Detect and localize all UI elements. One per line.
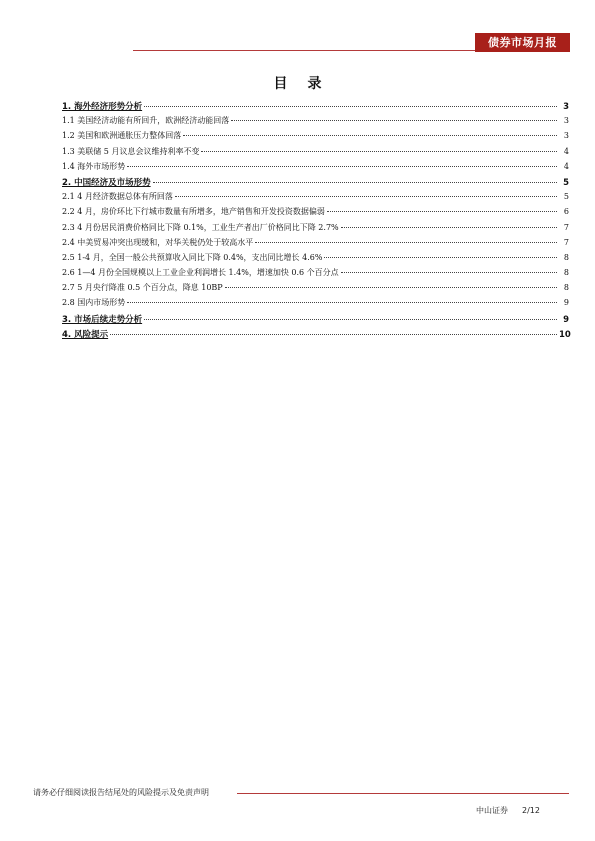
toc-leader <box>225 287 557 288</box>
toc-entry-page: 9 <box>563 314 569 325</box>
toc-entry-page: 3 <box>563 116 569 126</box>
toc-entry[interactable] <box>62 191 569 206</box>
toc-entry[interactable] <box>62 176 569 191</box>
report-type-badge: 债券市场月报 <box>475 33 570 52</box>
toc-leader <box>201 151 557 152</box>
toc-entry-page: 3 <box>563 102 569 112</box>
footer-rule <box>237 793 569 794</box>
toc-entry-text: 2.5 1-4 月，全国一般公共预算收入同比下降 0.4%，支出同比增长 4.6% <box>62 252 323 262</box>
toc-leader <box>175 196 557 197</box>
toc-leader <box>153 182 557 183</box>
toc-entry[interactable] <box>62 161 569 176</box>
toc-entry-page: 9 <box>563 298 569 308</box>
toc-entry[interactable] <box>62 206 569 221</box>
toc-leader <box>127 166 557 167</box>
toc-entry-text: 2.6 1—4 月份全国规模以上工业企业利润增长 1.4%，增速加快 0.6 个百分点 <box>62 268 339 278</box>
footer-info <box>476 805 554 816</box>
toc-entry[interactable] <box>62 252 569 267</box>
toc-leader <box>231 120 557 121</box>
toc-entry-page: 7 <box>563 222 569 232</box>
header-rule <box>133 50 475 51</box>
toc-entry-page: 3 <box>563 131 569 141</box>
toc-entry[interactable] <box>62 282 569 297</box>
toc-entry[interactable] <box>62 130 569 145</box>
toc-entry[interactable] <box>62 115 569 130</box>
toc-entry-text: 2.3 4 月份居民消费价格同比下降 0.1%，工业生产者出厂价格同比下降 2.7% <box>62 222 339 232</box>
toc-entry-page: 6 <box>563 207 569 217</box>
footer-disclaimer: 请务必仔细阅读报告结尾处的风险提示及免责声明 <box>33 788 209 797</box>
toc-entry-page: 7 <box>563 237 569 247</box>
page-number: 2/12 <box>522 806 540 815</box>
table-of-contents <box>62 100 569 343</box>
toc-leader <box>110 334 557 335</box>
toc-entry-page: 8 <box>563 268 569 278</box>
toc-entry-page: 4 <box>563 146 569 156</box>
company-name: 中山证券 <box>476 806 508 815</box>
toc-entry[interactable] <box>62 146 569 161</box>
toc-leader <box>255 242 557 243</box>
toc-entry-text: 1.1 美国经济动能有所回升，欧洲经济动能回落 <box>62 116 230 126</box>
toc-leader <box>144 106 557 107</box>
toc-leader <box>341 227 557 228</box>
toc-entry-text: 2.4 中美贸易冲突出现缓和，对华关税仍处于较高水平 <box>62 237 254 247</box>
toc-entry-text: 1.3 美联储 5 月议息会议维持利率不变 <box>62 146 200 156</box>
toc-entry[interactable] <box>62 100 569 115</box>
toc-entry-page: 8 <box>563 283 569 293</box>
toc-entry-text: 1.2 美国和欧洲通胀压力整体回落 <box>62 131 182 141</box>
toc-leader <box>327 211 557 212</box>
toc-entry-text: 4. 风险提示 <box>62 329 109 340</box>
toc-title-char-2: 录 <box>307 76 322 92</box>
toc-entry[interactable] <box>62 237 569 252</box>
toc-leader <box>144 319 557 320</box>
toc-entry-text: 3. 市场后续走势分析 <box>62 314 143 325</box>
toc-entry-page: 8 <box>563 252 569 262</box>
toc-leader <box>183 135 557 136</box>
toc-entry-text: 2.1 4 月经济数据总体有所回落 <box>62 192 173 202</box>
toc-entry-page: 4 <box>563 161 569 171</box>
toc-title-char-1: 目 <box>273 76 288 92</box>
toc-entry-page: 10 <box>559 329 571 340</box>
toc-entry-text: 2.7 5 月央行降准 0.5 个百分点，降息 10BP <box>62 283 223 293</box>
toc-entry-text: 1.4 海外市场形势 <box>62 161 126 171</box>
toc-entry-text: 1. 海外经济形势分析 <box>62 102 143 112</box>
toc-entry[interactable] <box>62 328 569 343</box>
toc-entry[interactable] <box>62 313 569 328</box>
toc-entry[interactable] <box>62 267 569 282</box>
toc-entry-text: 2.8 国内市场形势 <box>62 298 126 308</box>
toc-leader <box>127 302 557 303</box>
toc-leader <box>341 272 557 273</box>
toc-title <box>0 73 595 93</box>
toc-entry-text: 2. 中国经济及市场形势 <box>62 177 151 188</box>
toc-leader <box>324 257 557 258</box>
toc-entry-page: 5 <box>563 177 569 188</box>
toc-entry-text: 2.2 4 月，房价环比下行城市数量有所增多，地产销售和开发投资数据偏弱 <box>62 207 325 217</box>
toc-entry-page: 5 <box>563 192 569 202</box>
toc-entry[interactable] <box>62 222 569 237</box>
toc-entry[interactable] <box>62 297 569 312</box>
